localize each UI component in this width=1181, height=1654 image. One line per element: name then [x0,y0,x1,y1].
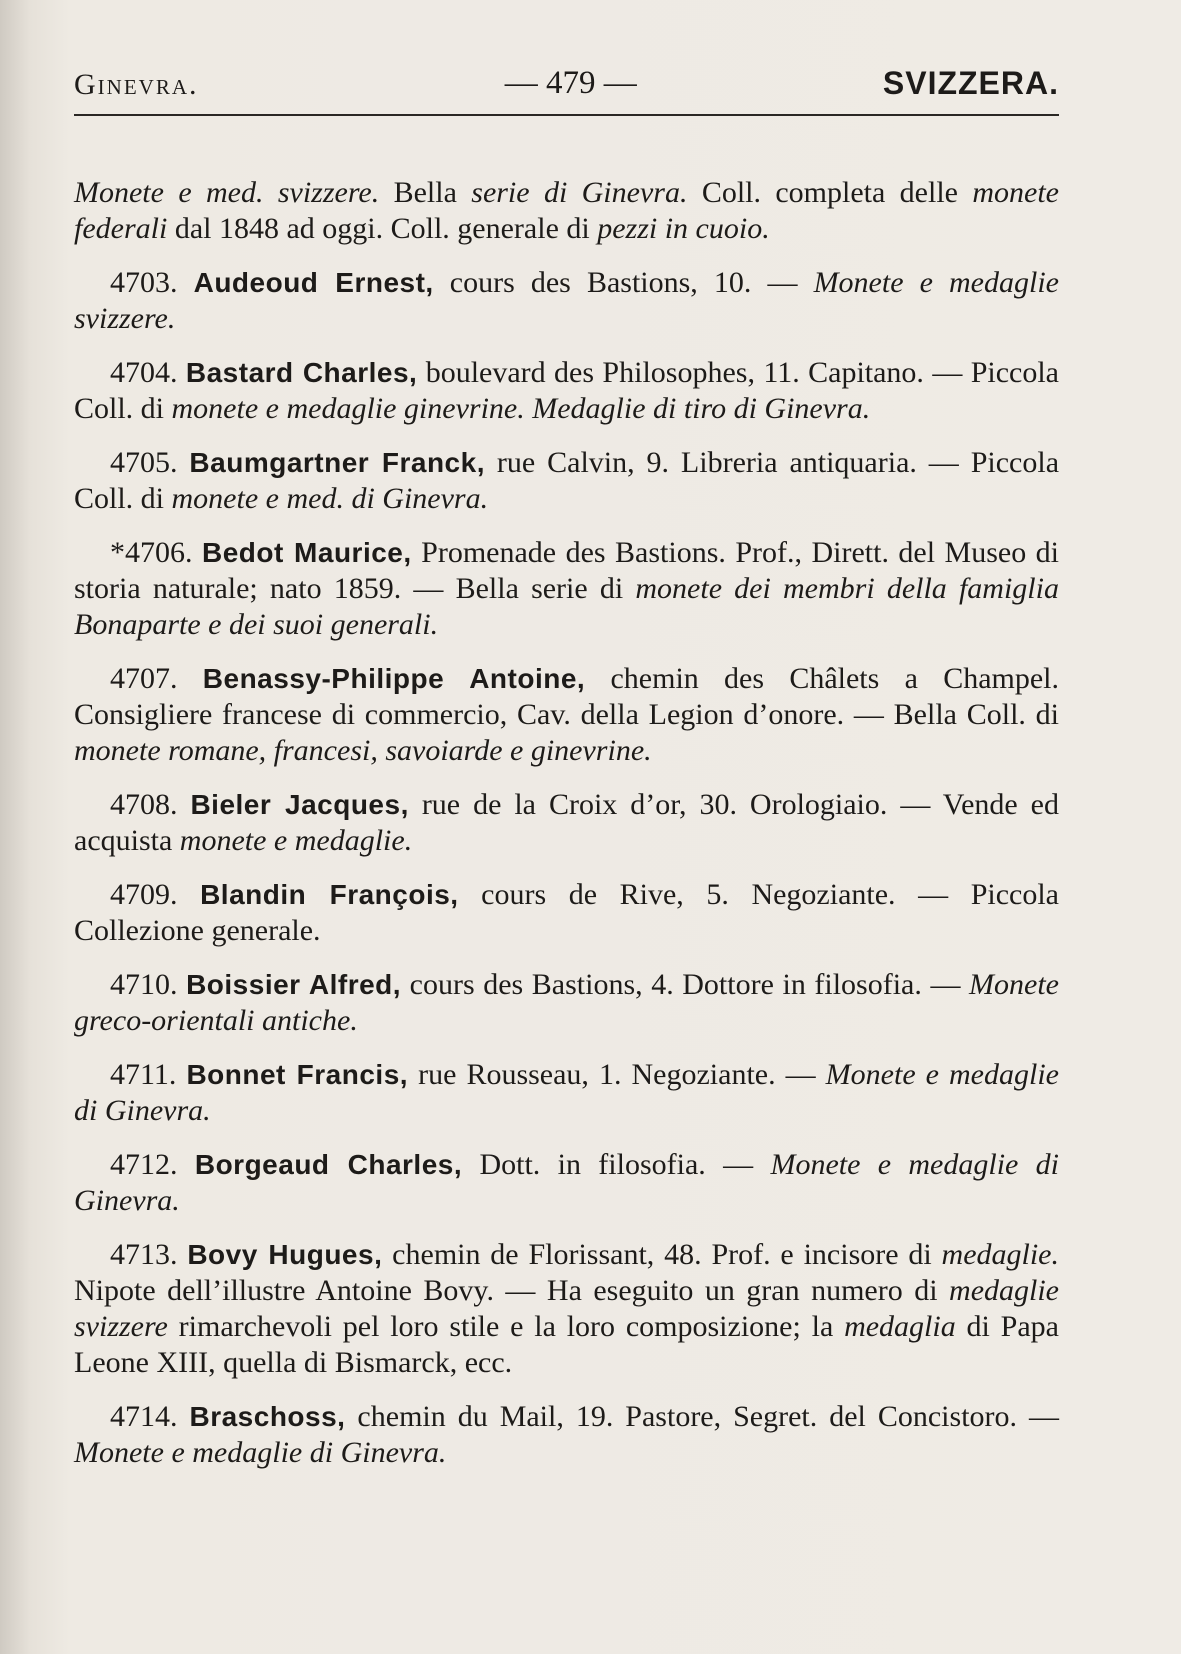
text-body [74,145,1059,1489]
italic-text: medaglie svizzere [74,1274,1059,1343]
text-run: chemin du Mail, 19. Pastore, Segret. del Concistoro. — [345,1400,1059,1433]
entry-number: 4708. [110,788,191,821]
directory-entry [74,787,1059,859]
directory-entry [74,355,1059,427]
intro-paragraph [74,175,1059,247]
entry-number: 4711. [110,1058,187,1091]
header-rule [74,114,1059,116]
entry-name: Braschoss, [189,1401,346,1432]
italic-text: serie di Ginevra. [471,176,688,209]
entry-name: Bastard Charles, [185,357,418,388]
entry-name: Benassy-Philippe Antoine, [202,663,586,694]
italic-text: Monete greco-orientali antiche. [74,968,1059,1037]
directory-entry [74,1147,1059,1219]
entry-number: 4707. [110,662,203,695]
italic-text: monete e medaglie. [179,824,413,857]
text-run: dal 1848 ad oggi. Coll. generale di [167,212,598,245]
entry-name: Bonnet Francis, [186,1059,409,1090]
entry-number: 4704. [110,356,186,389]
directory-entry [74,877,1059,949]
entry-number: *4706. [110,536,202,569]
italic-text: monete federali [74,176,1059,245]
entry-name: Blandin François, [200,879,459,910]
directory-entry [74,535,1059,643]
italic-text: Monete e medaglie di Ginevra. [74,1058,1059,1127]
text-run: rue Calvin, 9. Libreria antiquaria. — Piccola Coll. di [74,446,1060,515]
text-run: cours des Bastions, 4. Dottore in filosofia. — [401,968,970,1001]
entry-number: 4709. [110,878,201,911]
entry-name: Baumgartner Franck, [189,447,485,478]
directory-entry [74,1057,1059,1129]
entry-name: Bieler Jacques, [190,789,409,820]
entry-list [74,265,1059,1471]
text-run: rimarchevoli pel loro stile e la loro composizione; la [167,1310,845,1343]
directory-entry [74,661,1059,769]
text-run: cours des Bastions, 10. — [433,266,814,299]
text-run: boulevard des Philosophes, 11. Capitano. — Piccola Coll. di [74,356,1060,425]
page-header [74,62,1059,102]
text-run: Bella [379,176,472,209]
entry-number: 4705. [110,446,190,479]
text-run: Promenade des Bastions. Prof., Dirett. del Museo di storia naturale; nato 1859. — Bella serie di [74,536,1060,605]
directory-entry [74,1399,1059,1471]
italic-text: medaglia [844,1310,956,1343]
entry-number: 4713. [110,1238,188,1271]
directory-entry [74,967,1059,1039]
italic-text: monete dei membri della famiglia Bonaparte e dei suoi generali. [74,572,1059,641]
entry-number: 4703. [110,266,194,299]
entry-name: Borgeaud Charles, [194,1149,463,1180]
italic-text: Monete e medaglie di Ginevra. [74,1436,447,1469]
text-run: Nipote dell’illustre Antoine Bovy. — Ha eseguito un gran numero di [74,1274,950,1307]
entry-name: Bovy Hugues, [187,1239,383,1270]
directory-entry [74,445,1059,517]
text-run: chemin de Florissant, 48. Prof. e incisore di [382,1238,942,1271]
entry-number: 4710. [110,968,187,1001]
italic-text: monete romane, francesi, savoiarde e ginevrine. [74,734,652,767]
italic-text: medaglie. [941,1238,1059,1271]
italic-text: Monete e medaglie di Ginevra. [74,1148,1060,1217]
entry-name: Boissier Alfred, [186,969,402,1000]
text-run: di Papa Leone XIII, quella di Bismarck, ecc. [74,1310,1059,1379]
directory-entry [74,265,1059,337]
italic-text: pezzi in cuoio. [597,212,770,245]
text-run: Coll. completa delle [687,176,973,209]
text-run: rue de la Croix d’or, 30. Orologiaio. — Vende ed acquista [74,788,1059,857]
italic-text: monete e med. di Ginevra. [171,482,489,515]
text-run: rue Rousseau, 1. Negoziante. — [408,1058,826,1091]
text-run: chemin des Châlets a Champel. Consigliere francese di commercio, Cav. della Legion d’onore. — Bella Coll. di [74,662,1060,731]
italic-text: monete e medaglie ginevrine. Medaglie di tiro di Ginevra. [171,392,871,425]
running-head: Ginevra. [74,68,199,101]
italic-text: Monete e med. svizzere. [74,176,380,209]
entry-name: Audeoud Ernest, [193,267,434,298]
text-run: cours de Rive, 5. Negoziante. — Piccola Collezione generale. [74,878,1059,947]
directory-entry [74,1237,1059,1381]
text-run: Dott. in filosofia. — [462,1148,771,1181]
entry-name: Bedot Maurice, [201,537,412,568]
italic-text: Monete e medaglie svizzere. [74,266,1059,335]
section-title: SVIZZERA. [882,65,1059,101]
entry-number: 4712. [110,1148,195,1181]
entry-number: 4714. [110,1400,190,1433]
page-number: — 479 — [504,65,637,101]
